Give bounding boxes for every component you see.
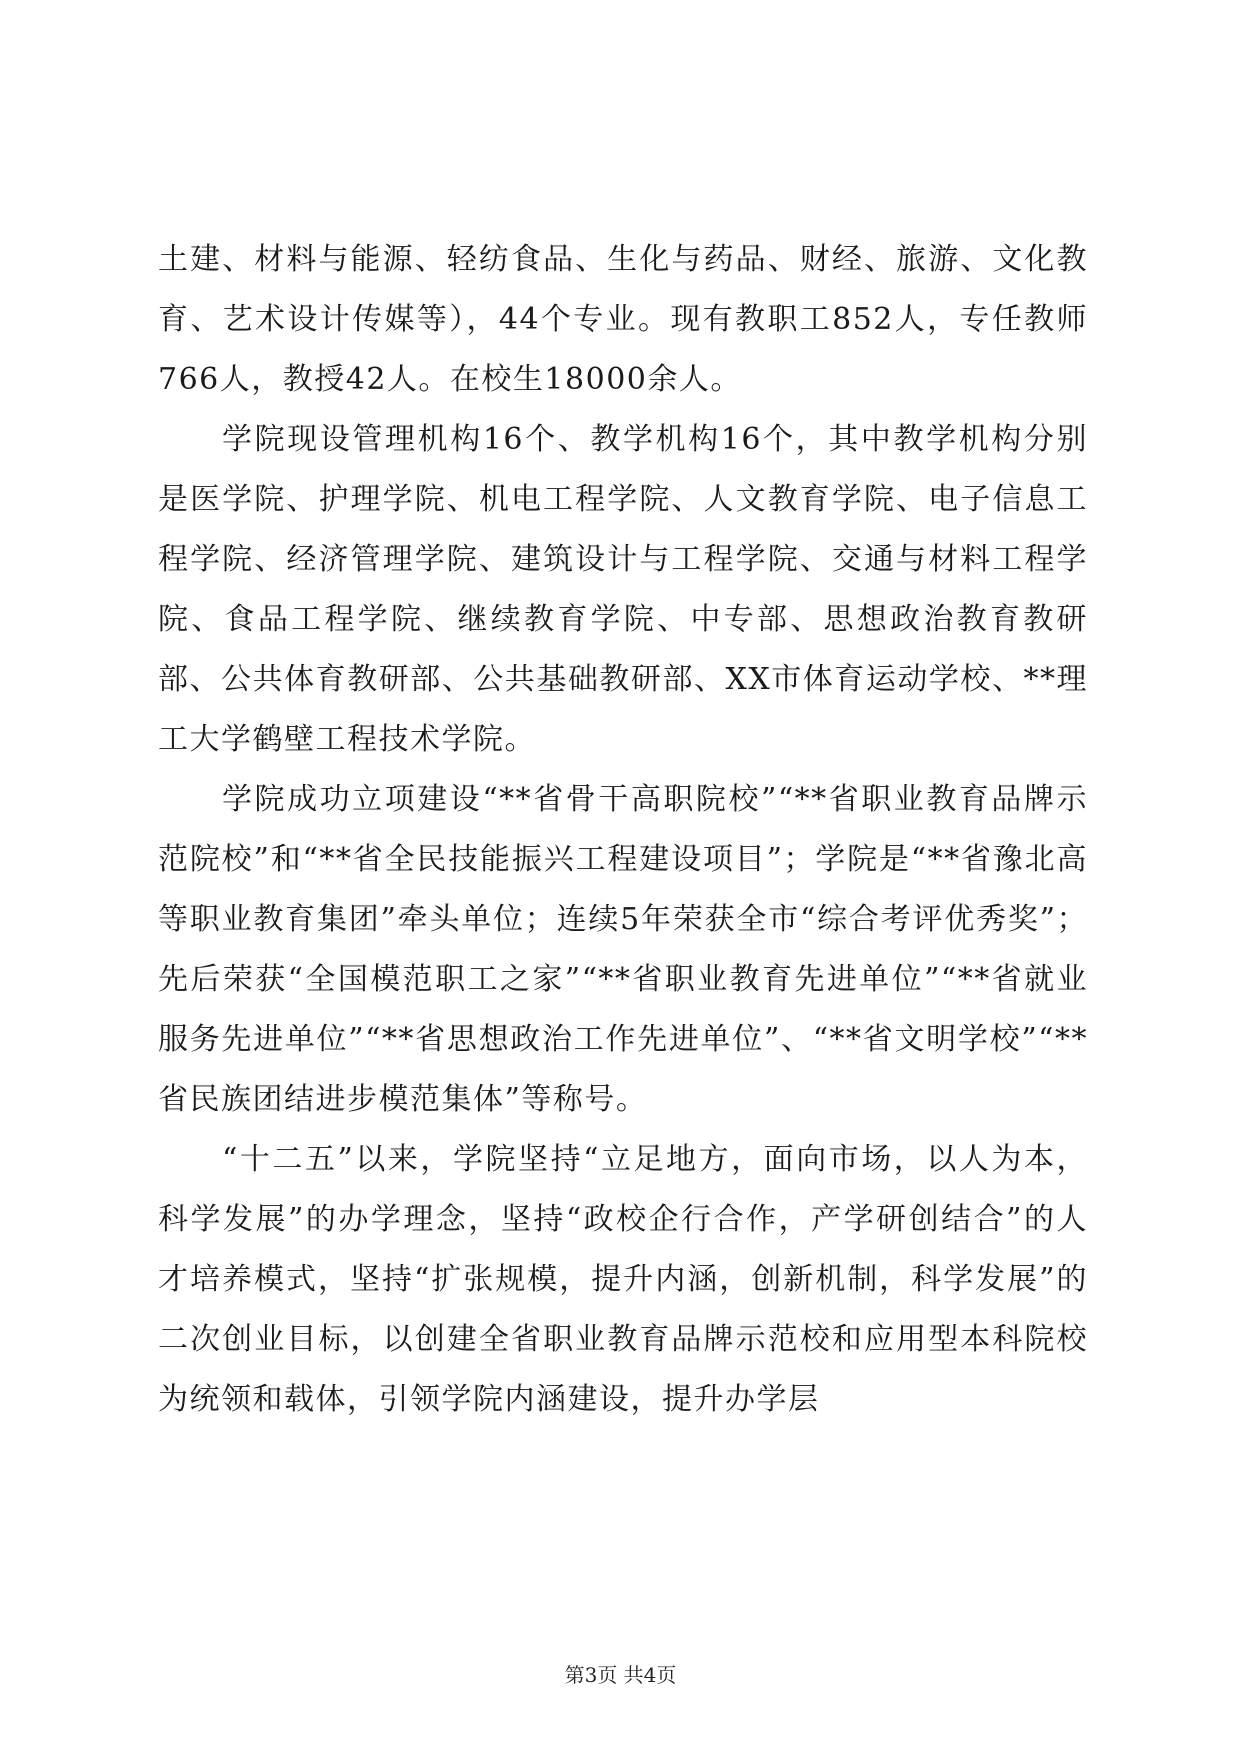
page-footer: 第3页 共4页 — [564, 1663, 677, 1687]
paragraph-1: 土建、材料与能源、轻纺食品、生化与药品、财经、旅游、文化教育、艺术设计传媒等），44个专业。现有教职工852人，专任教师766人，教授42人。在校生18000余人。 — [158, 242, 1088, 397]
paragraph-3: 学院成功立项建设“**省骨干高职院校”“**省职业教育品牌示范院校”和“**省全民技能振兴工程建设项目”；学院是“**省豫北高等职业教育集团”牵头单位；连续5年荣获全市“综合考评优秀奖”；先后荣获“全国模范职工之家”“**省职业教育先进单位”“**省就业服务先进单位”“**省思想政治工作先进单位”、“**省文明学校”“**省民族团结进步模范集体”等称号。 — [158, 782, 1088, 1117]
document-body — [158, 230, 1088, 1430]
paragraph-2: 学院现设管理机构16个、教学机构16个，其中教学机构分别是医学院、护理学院、机电工程学院、人文教育学院、电子信息工程学院、经济管理学院、建筑设计与工程学院、交通与材料工程学院、食品工程学院、继续教育学院、中专部、思想政治教育教研部、公共体育教研部、公共基础教研部、XX市体育运动学校、**理工大学鹤壁工程技术学院。 — [158, 422, 1088, 757]
paragraph-4: “十二五”以来，学院坚持“立足地方，面向市场，以人为本，科学发展”的办学理念，坚持“政校企行合作，产学研创结合”的人才培养模式，坚持“扩张规模，提升内涵，创新机制，科学发展”的二次创业目标，以创建全省职业教育品牌示范校和应用型本科院校为统领和载体，引领学院内涵建设，提升办学层 — [158, 1142, 1088, 1417]
